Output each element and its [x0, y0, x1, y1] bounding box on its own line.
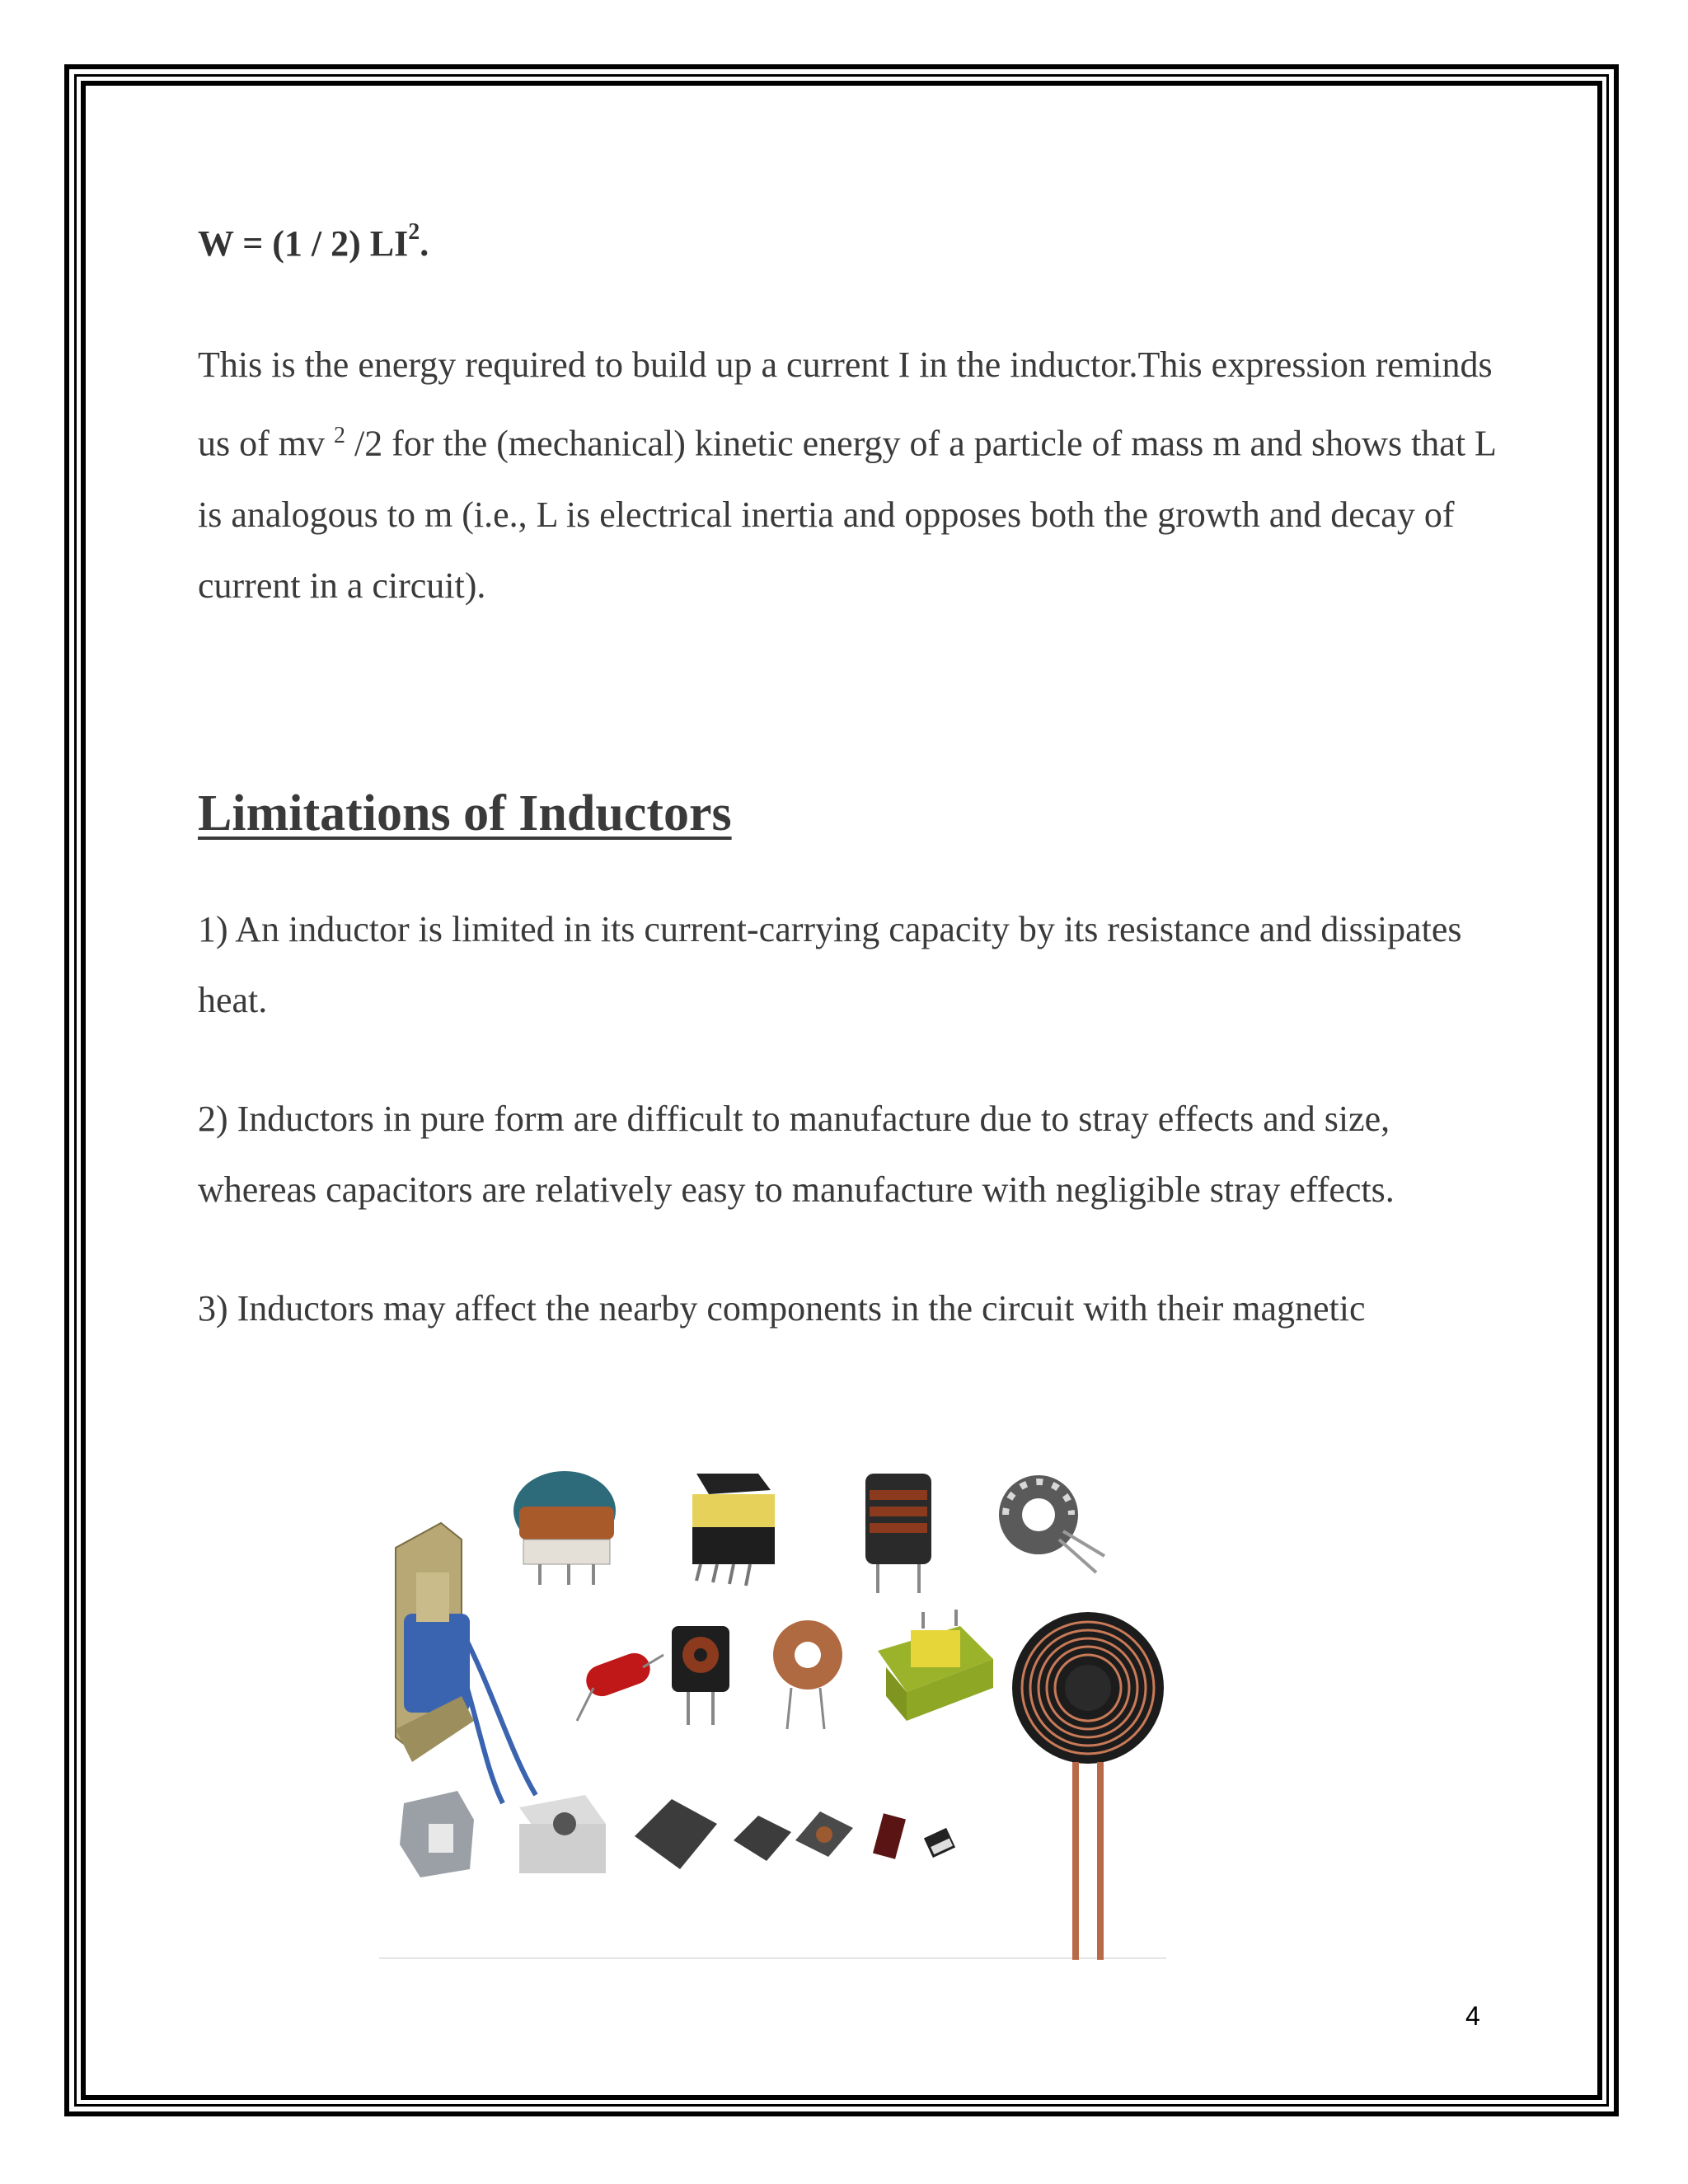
inductors-photo	[379, 1449, 1166, 1960]
intro-part2: /2 for the (mechanical) kinetic energy of a particle of mass m and shows that L is analogous to m (i.e., L is electrical inertia and opposes both the growth and decay of current in a circuit).	[198, 423, 1496, 606]
section-heading: Limitations of Inductors	[198, 785, 732, 841]
page-number: 4	[1465, 2001, 1480, 2031]
limitation-item-1: 1) An inductor is limited in its current-carrying capacity by its resistance and dissipates heat.	[198, 909, 1462, 1020]
formula-exponent: 2	[408, 219, 420, 246]
limitation-item-2: 2) Inductors in pure form are difficult to manufacture due to stray effects and size, whereas capacitors are relatively easy to manufacture with negligible stray effects.	[198, 1099, 1395, 1210]
intro-part1: This is the energy required to build up a current I in the inductor.This expression reminds us of mv	[198, 344, 1493, 464]
formula-text: W = (1 / 2) LI	[198, 223, 409, 264]
formula-suffix: .	[420, 223, 429, 264]
intro-exponent: 2	[334, 423, 345, 448]
energy-formula	[198, 219, 429, 265]
inductors-illustration	[379, 1449, 1166, 1960]
white-smd-inductor	[519, 1795, 606, 1873]
intro-paragraph	[198, 330, 1517, 621]
limitation-item-3: 3) Inductors may affect the nearby components in the circuit with their magnetic	[198, 1288, 1366, 1329]
